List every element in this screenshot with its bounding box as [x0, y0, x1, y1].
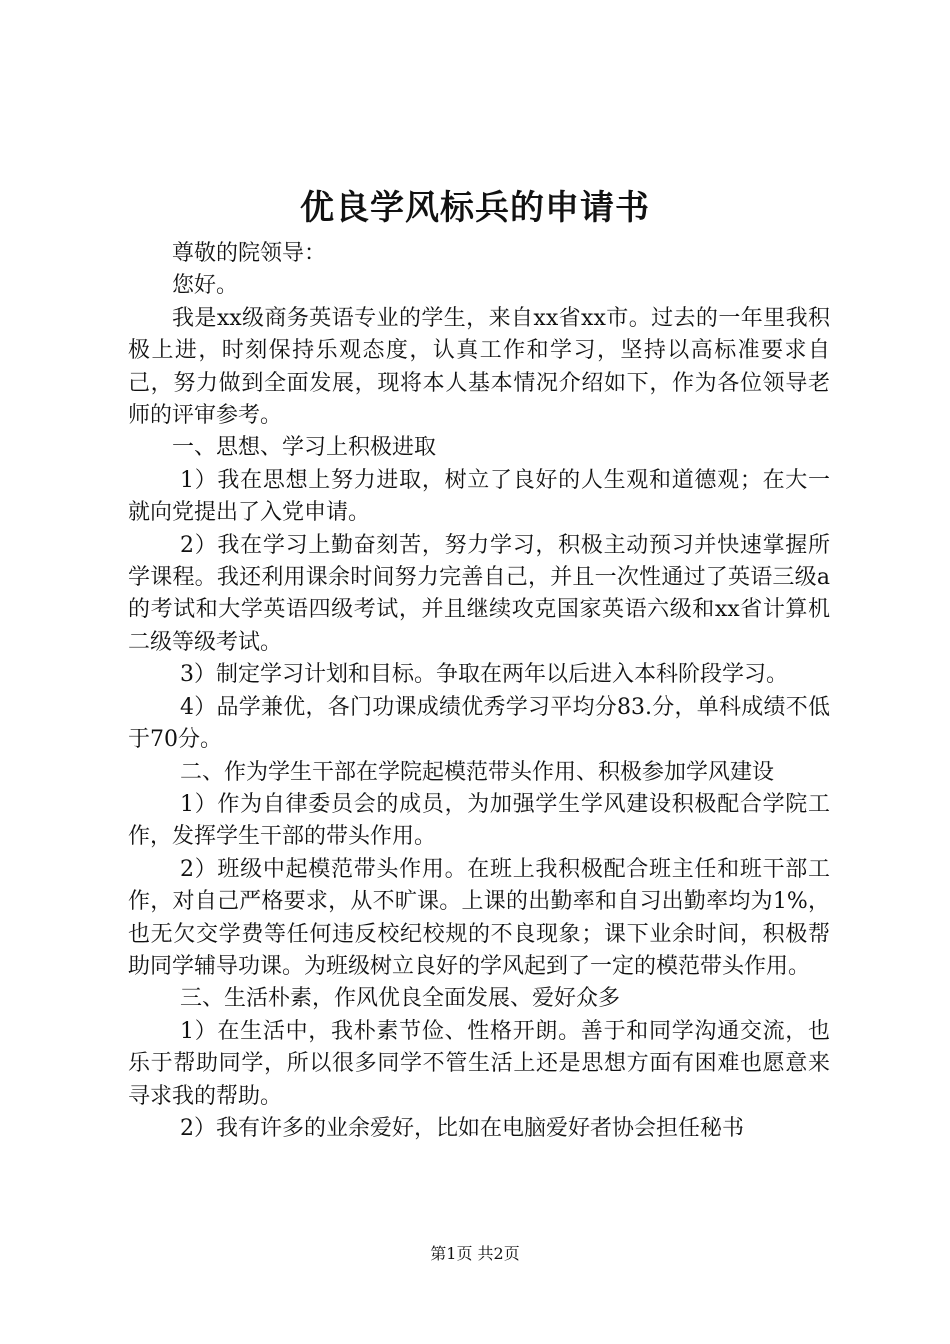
paragraph-item: 2）班级中起模范带头作用。在班上我积极配合班主任和班干部工作，对自己严格要求，从不旷课。上课的出勤率和自习出勤率均为1%，也无欠交学费等任何违反校纪校规的不良现象；课下业余时间，积极帮助同学辅导功课。为班级树立良好的学风起到了一定的模范带头作用。	[128, 856, 830, 979]
document-title: 优良学风标兵的申请书	[300, 188, 650, 228]
document-body	[128, 238, 830, 1145]
paragraph-item: 1）在生活中，我朴素节俭、性格开朗。善于和同学沟通交流，也乐于帮助同学，所以很多同学不管生活上还是思想方面有困难也愿意来寻求我的帮助。	[128, 1018, 830, 1109]
paragraph-item: 2）我有许多的业余爱好，比如在电脑爱好者协会担任秘书	[180, 1115, 744, 1141]
section-heading-1: 一、思想、学习上积极进取	[172, 435, 437, 461]
section-heading-3: 三、生活朴素，作风优良全面发展、爱好众多	[180, 986, 621, 1012]
greeting: 您好。	[172, 273, 239, 299]
paragraph-item: 1）我在思想上努力进取，树立了良好的人生观和道德观；在大一就向党提出了入党申请。	[128, 467, 830, 526]
paragraph-item: 4）品学兼优，各门功课成绩优秀学习平均分83.分，单科成绩不低于70分。	[128, 694, 830, 753]
page-footer: 第1页 共2页	[430, 1244, 520, 1263]
paragraph-item: 1）作为自律委员会的成员，为加强学生学风建设积极配合学院工作，发挥学生干部的带头作用。	[128, 791, 830, 850]
paragraph-item: 3）制定学习计划和目标。争取在两年以后进入本科阶段学习。	[180, 662, 788, 688]
section-heading-2: 二、作为学生干部在学院起模范带头作用、积极参加学风建设	[180, 759, 775, 785]
salutation: 尊敬的院领导：	[172, 241, 327, 266]
paragraph-item: 2）我在学习上勤奋刻苦，努力学习，积极主动预习并快速掌握所学课程。我还利用课余时间努力完善自己，并且一次性通过了英语三级a的考试和大学英语四级考试，并且继续攻克国家英语六级和xx省计算机二级等级考试。	[128, 532, 830, 655]
paragraph-intro: 我是xx级商务英语专业的学生，来自xx省xx市。过去的一年里我积极上进，时刻保持乐观态度，认真工作和学习，坚持以高标准要求自己，努力做到全面发展，现将本人基本情况介绍如下，作为各位领导老师的评审参考。	[128, 305, 830, 429]
